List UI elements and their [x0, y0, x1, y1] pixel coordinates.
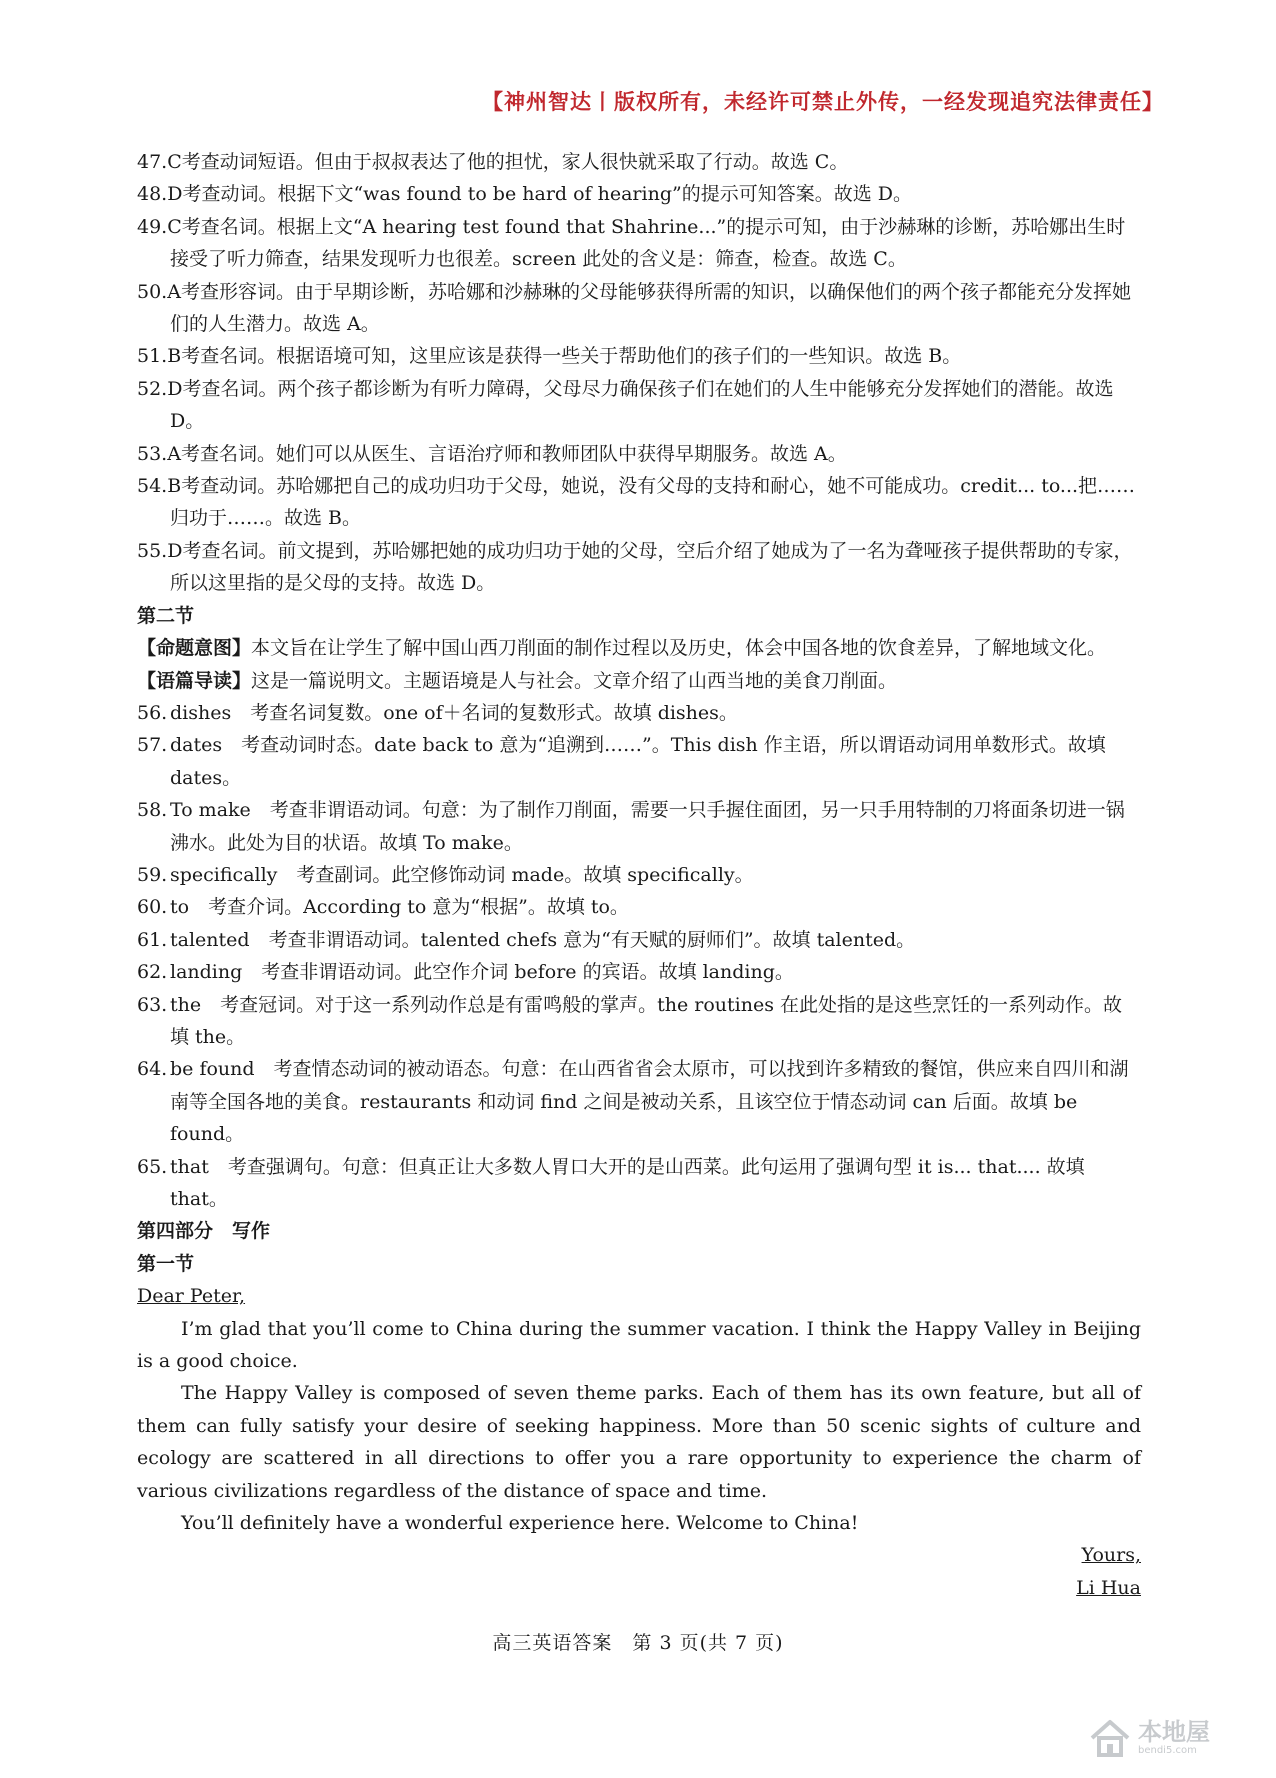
answer-explanation: 考查名词。两个孩子都诊断为有听力障碍，父母尽力确保孩子们在她们的人生中能够充分发挥她们的潜能。故选 D。	[170, 377, 1114, 433]
answer-number: 65.	[137, 1155, 168, 1178]
answer-explanation: 考查名词。根据语境可知，这里应该是获得一些关于帮助他们的孩子们的一些知识。故选 B。	[181, 345, 962, 368]
answer-number: 58.	[137, 799, 168, 822]
section-heading: 第二节	[137, 604, 195, 627]
answer-explanation: the 考查冠词。对于这一系列动作总是有雷鸣般的掌声。the routines 在此处指的是这些烹饪的一系列动作。故填 the。	[170, 993, 1123, 1048]
answer-explanation: To make 考查非谓语动词。句意：为了制作刀削面，需要一只手握住面团，另一只手用特制的刀将面条切进一锅沸水。此处为目的状语。故填 To make。	[170, 799, 1125, 854]
section-heading: 第一节	[137, 1252, 195, 1275]
intent-tag: 【命题意图】	[137, 637, 252, 660]
answer-item	[137, 535, 1141, 600]
answer-item	[137, 146, 1141, 178]
answer-item	[137, 470, 1141, 535]
answer-explanation: 考查动词短语。但由于叔叔表达了他的担忧，家人很快就采取了行动。故选 C。	[181, 151, 849, 173]
answer-explanation: dishes 考查名词复数。one of＋名词的复数形式。故填 dishes。	[170, 701, 738, 724]
answer-number: 49.C	[137, 215, 182, 238]
answer-number: 52.D	[137, 377, 183, 400]
answer-item	[137, 729, 1141, 794]
answer-number: 62.	[137, 961, 168, 984]
guide-paragraph	[137, 665, 1141, 697]
answer-item	[137, 340, 1141, 372]
answer-item	[137, 1151, 1141, 1216]
sample-letter	[137, 1280, 1141, 1604]
answer-number: 53.A	[137, 442, 181, 465]
answer-number: 51.B	[137, 345, 182, 368]
guide-tag: 【语篇导读】	[137, 669, 252, 692]
page-footer: 高三英语答案 第 3 页(共 7 页)	[492, 1632, 784, 1654]
watermark-title: 本地屋	[1138, 1718, 1210, 1746]
answer-explanation: 考查动词。根据下文“was found to be hard of hearing”的提示可知答案。故选 D。	[182, 183, 912, 206]
answer-number: 63.	[137, 993, 168, 1016]
letter-closing-row	[137, 1539, 1141, 1571]
answer-explanation: be found 考查情态动词的被动语态。句意：在山西省省会太原市，可以找到许多精致的餐馆，供应来自四川和湖南等全国各地的美食。restaurants 和动词 find 之间是被动关系，且该空位于情态动词 can 后面。故填 be found。	[170, 1058, 1129, 1146]
letter-signature: Li Hua	[1076, 1576, 1141, 1599]
answer-item	[137, 1053, 1141, 1150]
answer-number: 55.D	[137, 539, 183, 562]
site-watermark	[1088, 1714, 1258, 1762]
letter-signature-row	[137, 1572, 1141, 1604]
answer-explanation: 考查名词。根据上文“A hearing test found that Shahrine...”的提示可知，由于沙赫琳的诊断，苏哈娜出生时接受了听力筛查，结果发现听力也很差。screen 此处的含义是：筛查，检查。故选 C。	[170, 215, 1126, 271]
letter-paragraph: I’m glad that you’ll come to China during the summer vacation. I think the Happy Valley in Beijing is a good choice.	[137, 1317, 1141, 1373]
letter-salutation: Dear Peter,	[137, 1285, 246, 1308]
answer-item	[137, 859, 1141, 891]
answer-explanation: that 考查强调句。句意：但真正让大多数人胃口大开的是山西菜。此句运用了强调句型 it is... that.... 故填 that。	[170, 1155, 1085, 1210]
intent-paragraph	[137, 632, 1141, 664]
answer-item	[137, 438, 1141, 470]
answer-explanation: to 考查介词。According to 意为“根据”。故填 to。	[170, 896, 629, 919]
answer-explanation: 考查动词。苏哈娜把自己的成功归功于父母，她说，没有父母的支持和耐心，她不可能成功。credit... to...把…… 归功于……。故选 B。	[170, 475, 1136, 530]
answer-number: 60.	[137, 896, 168, 919]
copyright-notice: 【神州智达丨版权所有，未经许可禁止外传，一经发现追究法律责任】	[482, 90, 1164, 114]
answer-explanation: talented 考查非谓语动词。talented chefs 意为“有天赋的厨师们”。故填 talented。	[170, 928, 916, 951]
answer-item	[137, 211, 1141, 276]
answer-item	[137, 891, 1141, 923]
answer-number: 64.	[137, 1058, 168, 1081]
intent-text: 本文旨在让学生了解中国山西刀削面的制作过程以及历史，体会中国各地的饮食差异，了解地域文化。	[251, 637, 1107, 660]
answer-item	[137, 794, 1141, 859]
answers-part2	[137, 697, 1141, 1216]
answer-number: 50.A	[137, 280, 181, 303]
answer-item	[137, 697, 1141, 729]
answer-number: 54.B	[137, 475, 182, 498]
guide-text: 这是一篇说明文。主题语境是人与社会。文章介绍了山西当地的美食刀削面。	[251, 669, 898, 692]
answer-explanation: 考查名词。她们可以从医生、言语治疗师和教师团队中获得早期服务。故选 A。	[180, 442, 847, 465]
answer-item	[137, 178, 1141, 210]
answer-item	[137, 956, 1141, 988]
answer-explanation: dates 考查动词时态。date back to 意为“追溯到……”。This dish 作主语，所以谓语动词用单数形式。故填 dates。	[170, 734, 1106, 789]
answer-explanation: landing 考查非谓语动词。此空作介词 before 的宾语。故填 landing。	[170, 961, 794, 984]
answer-number: 47.C	[137, 151, 182, 173]
answer-number: 61.	[137, 928, 168, 951]
watermark-subtitle: bendi5.com	[1138, 1745, 1197, 1756]
answer-number: 56.	[137, 701, 168, 724]
answer-number: 59.	[137, 863, 168, 886]
answer-item	[137, 276, 1141, 341]
answer-explanation: 考查形容词。由于早期诊断，苏哈娜和沙赫琳的父母能够获得所需的知识，以确保他们的两个孩子都能充分发挥她们的人生潜力。故选 A。	[170, 280, 1131, 336]
answer-number: 57.	[137, 734, 168, 757]
watermark-text	[1138, 1719, 1210, 1757]
answer-item	[137, 924, 1141, 956]
answer-content	[137, 146, 1141, 1604]
answer-explanation: 考查名词。前文提到，苏哈娜把她的成功归功于她的父母，空后介绍了她成为了一名为聋哑孩子提供帮助的专家，所以这里指的是父母的支持。故选 D。	[170, 539, 1133, 595]
answer-item	[137, 989, 1141, 1054]
answer-explanation: specifically 考查副词。此空修饰动词 made。故填 specifically。	[170, 863, 754, 886]
answer-item	[137, 373, 1141, 438]
answers-part1	[137, 146, 1141, 600]
answer-number: 48.D	[137, 183, 183, 206]
part-heading: 第四部分 写作	[137, 1220, 271, 1243]
letter-paragraph: You’ll definitely have a wonderful experience here. Welcome to China!	[181, 1512, 859, 1535]
house-logo-icon	[1088, 1718, 1132, 1758]
letter-closing: Yours,	[1081, 1544, 1141, 1567]
letter-paragraph: The Happy Valley is composed of seven theme parks. Each of them has its own feature, but all of them can fully satisfy your desire of seeking happiness. More than 50 scenic sights of culture and ecology are scattered in all directions to offer you a rare opportunity to experience the charm of various civilizations regardless of the distance of space and time.	[137, 1382, 1141, 1502]
